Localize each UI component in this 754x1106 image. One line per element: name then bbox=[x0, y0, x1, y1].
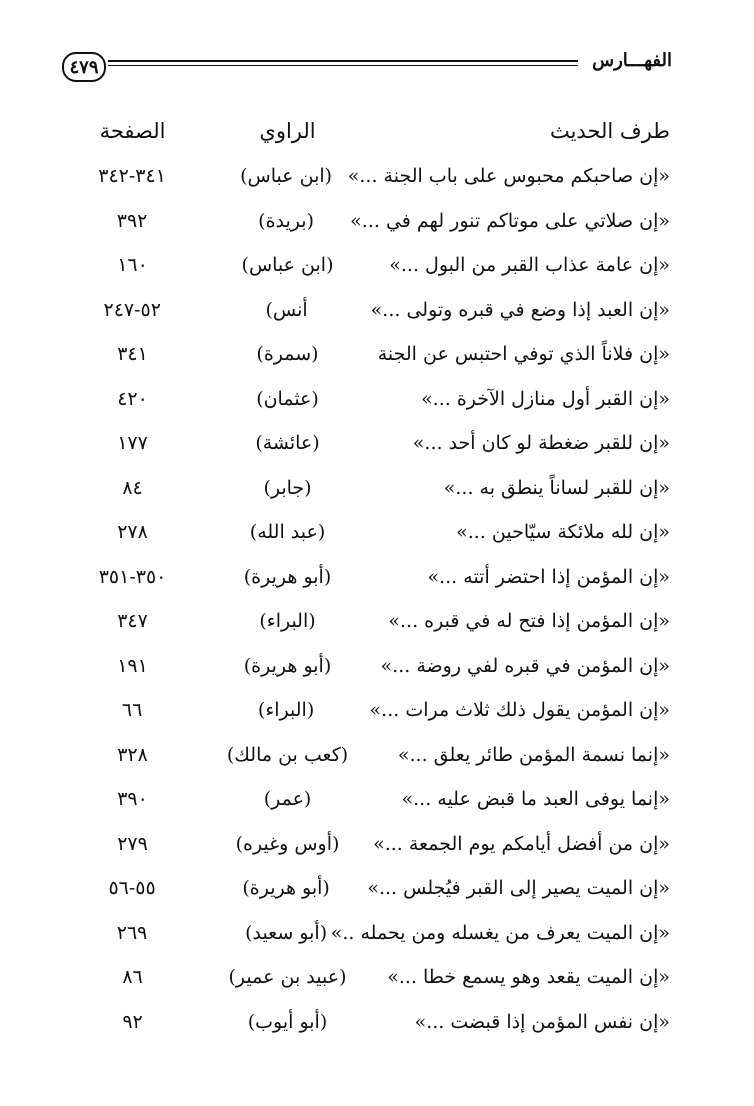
table-row bbox=[62, 377, 674, 422]
narrator-cell: (أبو هريرة) bbox=[243, 654, 332, 677]
table-row bbox=[62, 243, 674, 288]
page-cell: ٣٩٠ bbox=[117, 788, 148, 811]
table-row bbox=[62, 510, 674, 555]
table-row bbox=[62, 421, 674, 466]
hadith-cell: «إنما نسمة المؤمن طائر يعلق ...» bbox=[397, 743, 670, 766]
hadith-cell: «إن صلاتي على موتاكم تنور لهم في ...» bbox=[350, 209, 670, 232]
table-row bbox=[62, 199, 674, 244]
column-header-hadith: طرف الحديث bbox=[549, 119, 670, 143]
table-row bbox=[62, 288, 674, 333]
page-cell: ١٦٠ bbox=[117, 254, 148, 277]
page-cell: ٣٤١-٣٤٢ bbox=[98, 165, 166, 188]
hadith-cell: «إن لله ملائكة سيّاحين ...» bbox=[456, 521, 670, 544]
table-row bbox=[62, 332, 674, 377]
hadith-index-table bbox=[62, 108, 674, 1044]
narrator-cell: (عائشة) bbox=[255, 432, 320, 455]
hadith-cell: «إن القبر أول منازل الآخرة ...» bbox=[421, 387, 670, 410]
table-row bbox=[62, 733, 674, 778]
narrator-cell: (جابر) bbox=[263, 476, 312, 499]
table-row bbox=[62, 599, 674, 644]
narrator-cell: (عثمان) bbox=[256, 387, 319, 410]
page-cell: ٣٩٢ bbox=[116, 209, 148, 232]
table-body bbox=[62, 154, 674, 1044]
page-cell: ٢٧٨ bbox=[117, 521, 148, 544]
table-row bbox=[62, 1000, 674, 1045]
narrator-cell: (البراء) bbox=[259, 610, 316, 633]
page-cell: ١٧٧ bbox=[117, 432, 148, 455]
page-cell: ٢٧٩ bbox=[117, 832, 148, 855]
page-cell: ٣٥٠-٣٥١ bbox=[98, 565, 167, 588]
page-cell: ٣٤١ bbox=[117, 343, 148, 366]
narrator-cell: (عبيد بن عمير) bbox=[228, 966, 347, 989]
narrator-cell: (عمر) bbox=[263, 788, 312, 811]
hadith-cell: «إن المؤمن في قبره لفي روضة ...» bbox=[380, 654, 670, 677]
hadith-cell: «إن صاحبكم محبوس على باب الجنة ...» bbox=[347, 165, 670, 188]
narrator-cell: (أبو أيوب) bbox=[247, 1010, 328, 1033]
page-cell: ٣٤٧ bbox=[117, 610, 148, 633]
narrator-cell: (عبد الله) bbox=[249, 521, 326, 544]
narrator-cell: (كعب بن مالك) bbox=[226, 743, 349, 766]
page-number: ٤٧٩ bbox=[62, 52, 106, 82]
header-rule bbox=[108, 60, 578, 62]
page-cell: ٣٢٨ bbox=[117, 743, 148, 766]
narrator-cell: (أبو هريرة) bbox=[242, 877, 330, 900]
hadith-cell: «إن عامة عذاب القبر من البول ...» bbox=[389, 254, 670, 277]
page-cell: ٩٢ bbox=[122, 1010, 143, 1033]
narrator-cell: (ابن عباس) bbox=[240, 165, 333, 188]
page-cell: ٤٢٠ bbox=[117, 387, 148, 410]
hadith-cell: «إن من أفضل أيامكم يوم الجمعة ...» bbox=[373, 832, 670, 855]
column-header-narrator: الراوي bbox=[259, 119, 316, 143]
hadith-cell: «إن المؤمن يقول ذلك ثلاث مرات ...» bbox=[369, 699, 670, 722]
page-cell: ٨٦ bbox=[122, 966, 143, 989]
hadith-cell: «إن نفس المؤمن إذا قبضت ...» bbox=[414, 1010, 670, 1033]
page-cell: ٨٤ bbox=[122, 476, 143, 499]
hadith-cell: «إن العبد إذا وضع في قبره وتولى ...» bbox=[370, 298, 670, 321]
page-cell: ٥٢-٢٤٧ bbox=[103, 298, 161, 321]
hadith-cell: «إن المؤمن إذا فتح له في قبره ...» bbox=[388, 610, 670, 633]
page-cell: ٢٦٩ bbox=[116, 921, 148, 944]
page-cell: ٦٦ bbox=[121, 699, 143, 722]
narrator-cell: (البراء) bbox=[257, 699, 315, 722]
narrator-cell: أنس) bbox=[265, 298, 308, 321]
narrator-cell: (أوس وغيره) bbox=[235, 832, 340, 855]
hadith-cell: «إن للقبر ضغطة لو كان أحد ...» bbox=[412, 432, 670, 455]
table-row bbox=[62, 644, 674, 689]
narrator-cell: (ابن عباس) bbox=[241, 254, 334, 277]
page-cell: ٥٥-٥٦ bbox=[108, 877, 156, 900]
narrator-cell: (سمرة) bbox=[256, 343, 319, 366]
narrator-cell: (أبو سعيد) bbox=[245, 921, 328, 944]
section-title: الفهـــارس bbox=[592, 50, 672, 71]
table-row bbox=[62, 154, 674, 199]
page-header bbox=[62, 44, 674, 94]
hadith-cell: «إن المؤمن إذا احتضر أتته ...» bbox=[427, 565, 670, 588]
table-header-row bbox=[62, 108, 674, 154]
header-rule-thin bbox=[108, 65, 578, 66]
hadith-cell: «إن فلاناً الذي توفي احتبس عن الجنة bbox=[377, 343, 670, 366]
table-row bbox=[62, 911, 674, 956]
hadith-cell: «إنما يوفى العبد ما قبض عليه ...» bbox=[401, 788, 670, 811]
table-row bbox=[62, 822, 674, 867]
table-row bbox=[62, 466, 674, 511]
hadith-cell: «إن الميت يصير إلى القبر فيُجلس ...» bbox=[367, 877, 670, 900]
hadith-cell: «إن للقبر لساناً ينطق به ...» bbox=[443, 476, 670, 499]
table-row bbox=[62, 777, 674, 822]
column-header-page: الصفحة bbox=[99, 119, 166, 143]
table-row bbox=[62, 688, 674, 733]
narrator-cell: (أبو هريرة) bbox=[243, 565, 332, 588]
narrator-cell: (بريدة) bbox=[258, 209, 314, 232]
page-cell: ١٩١ bbox=[117, 654, 148, 677]
hadith-cell: «إن الميت يقعد وهو يسمع خطا ...» bbox=[387, 966, 670, 989]
table-row bbox=[62, 866, 674, 911]
hadith-cell: «إن الميت يعرف من يغسله ومن يحمله ..» bbox=[330, 921, 670, 944]
table-row bbox=[62, 555, 674, 600]
table-row bbox=[62, 955, 674, 1000]
